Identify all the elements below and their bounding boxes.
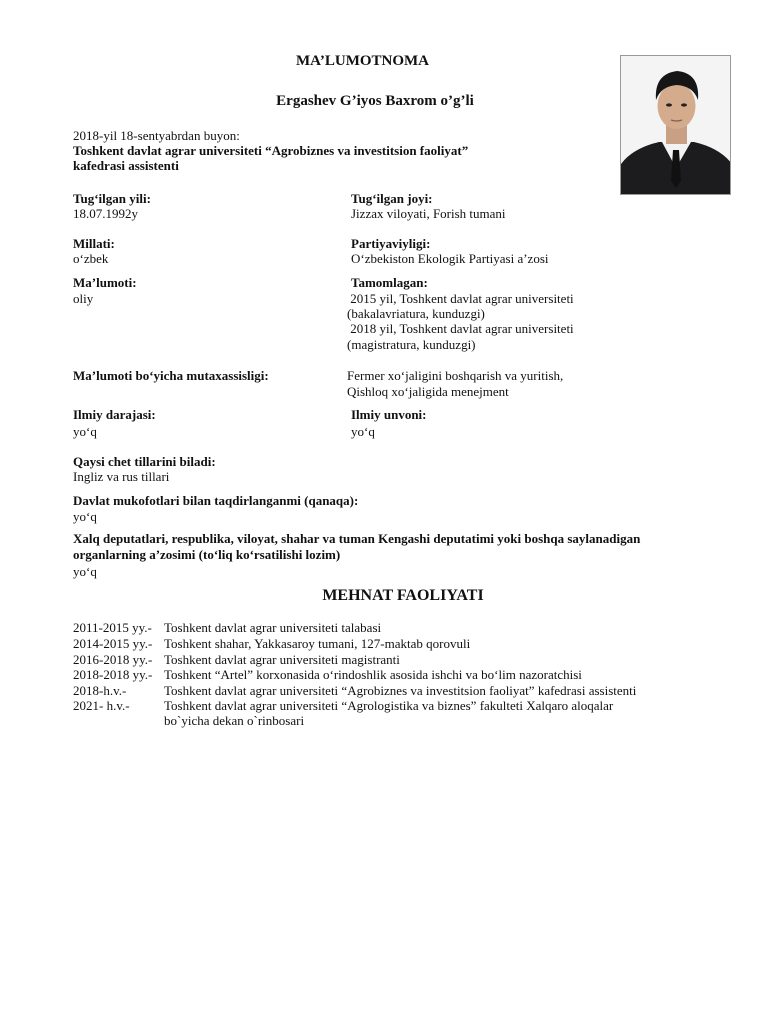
specialty-1: Fermer xo‘jaligini boshqarish va yuritish, bbox=[347, 368, 564, 383]
degree-value: yo‘q bbox=[73, 424, 97, 439]
person-full-name: Ergashev G’iyos Baxrom o’g’li bbox=[276, 93, 474, 109]
degree-label: Ilmiy darajasi: bbox=[73, 407, 156, 422]
work-item bbox=[73, 683, 636, 698]
birth-year-label: Tug‘ilgan yili: bbox=[73, 191, 151, 206]
graduated-1a: 2015 yil, Toshkent davlat agrar universiteti bbox=[347, 291, 574, 306]
party-value: O‘zbekiston Ekologik Partiyasi a’zosi bbox=[351, 251, 549, 266]
nationality-label: Millati: bbox=[73, 236, 115, 251]
work-item-years: 2014-2015 yy.- bbox=[73, 636, 153, 651]
birth-place-label: Tug‘ilgan joyi: bbox=[351, 191, 433, 206]
birth-place-value: Jizzax viloyati, Forish tumani bbox=[351, 206, 506, 221]
work-item-text: Toshkent shahar, Yakkasaroy tumani, 127-maktab qorovuli bbox=[164, 636, 471, 651]
academic-title-value: yo‘q bbox=[351, 424, 375, 439]
graduated-2b: (magistratura, kunduzgi) bbox=[347, 337, 476, 352]
work-item bbox=[73, 667, 582, 682]
work-item-years: 2016-2018 yy.- bbox=[73, 652, 153, 667]
work-item-years: 2018-h.v.- bbox=[73, 683, 127, 698]
languages-label: Qaysi chet tillarini biladi: bbox=[73, 454, 216, 469]
work-item bbox=[73, 636, 470, 651]
work-item-text: Toshkent davlat agrar universiteti “Agrobiznes va investitsion faoliyat” kafedrasi assistenti bbox=[164, 683, 637, 698]
work-item-text: Toshkent “Artel” korxonasida o‘rindoshlik asosida ishchi va bo‘lim nazoratchisi bbox=[164, 667, 582, 682]
work-item bbox=[73, 620, 381, 635]
birth-year-value: 18.07.1992y bbox=[73, 206, 138, 221]
current-position-line2: kafedrasi assistenti bbox=[73, 158, 179, 173]
academic-title-label: Ilmiy unvoni: bbox=[351, 407, 427, 422]
graduated-1b: (bakalavriatura, kunduzgi) bbox=[347, 306, 485, 321]
work-item-years: 2018-2018 yy.- bbox=[73, 667, 153, 682]
specialty-2: Qishloq xo‘jaligida menejment bbox=[347, 384, 509, 399]
party-label: Partiyaviyligi: bbox=[351, 236, 431, 251]
awards-value: yo‘q bbox=[73, 509, 97, 524]
work-item-years: 2011-2015 yy.- bbox=[73, 620, 152, 635]
deputy-label-line2: organlarning a’zosimi (to‘liq ko‘rsatilishi lozim) bbox=[73, 547, 341, 562]
deputy-value: yo‘q bbox=[73, 564, 97, 579]
work-item bbox=[73, 698, 613, 713]
current-position-line1: Toshkent davlat agrar universiteti “Agrobiznes va investitsion faoliyat” bbox=[73, 143, 469, 158]
nationality-value: o‘zbek bbox=[73, 251, 109, 266]
work-item-continuation: bo`yicha dekan o`rinbosari bbox=[164, 713, 305, 728]
document-title: MA’LUMOTNOMA bbox=[295, 53, 430, 69]
person-portrait-icon bbox=[621, 56, 731, 195]
work-item bbox=[73, 652, 400, 667]
languages-value: Ingliz va rus tillari bbox=[73, 469, 170, 484]
education-label: Ma’lumoti: bbox=[73, 275, 137, 290]
deputy-label-line1: Xalq deputatlari, respublika, viloyat, shahar va tuman Kengashi deputatimi yoki boshqa saylanadigan bbox=[73, 531, 641, 546]
work-item-text: Toshkent davlat agrar universiteti magistranti bbox=[164, 652, 400, 667]
graduated-2a: 2018 yil, Toshkent davlat agrar universiteti bbox=[347, 321, 574, 336]
work-item-years: 2021- h.v.- bbox=[73, 698, 130, 713]
work-item-text: Toshkent davlat agrar universiteti “Agrologistika va biznes” fakulteti Xalqaro aloqalar bbox=[164, 698, 614, 713]
since-date: 2018-yil 18-sentyabrdan buyon: bbox=[73, 128, 240, 143]
education-value: oliy bbox=[73, 291, 94, 306]
graduated-label: Tamomlagan: bbox=[351, 275, 428, 290]
work-heading: MEHNAT FAOLIYATI bbox=[322, 587, 484, 604]
work-item-text: Toshkent davlat agrar universiteti talabasi bbox=[164, 620, 382, 635]
awards-label: Davlat mukofotlari bilan taqdirlanganmi (qanaqa): bbox=[73, 493, 359, 508]
specialty-label: Ma’lumoti bo‘yicha mutaxassisligi: bbox=[73, 368, 269, 383]
portrait-photo bbox=[620, 55, 731, 195]
